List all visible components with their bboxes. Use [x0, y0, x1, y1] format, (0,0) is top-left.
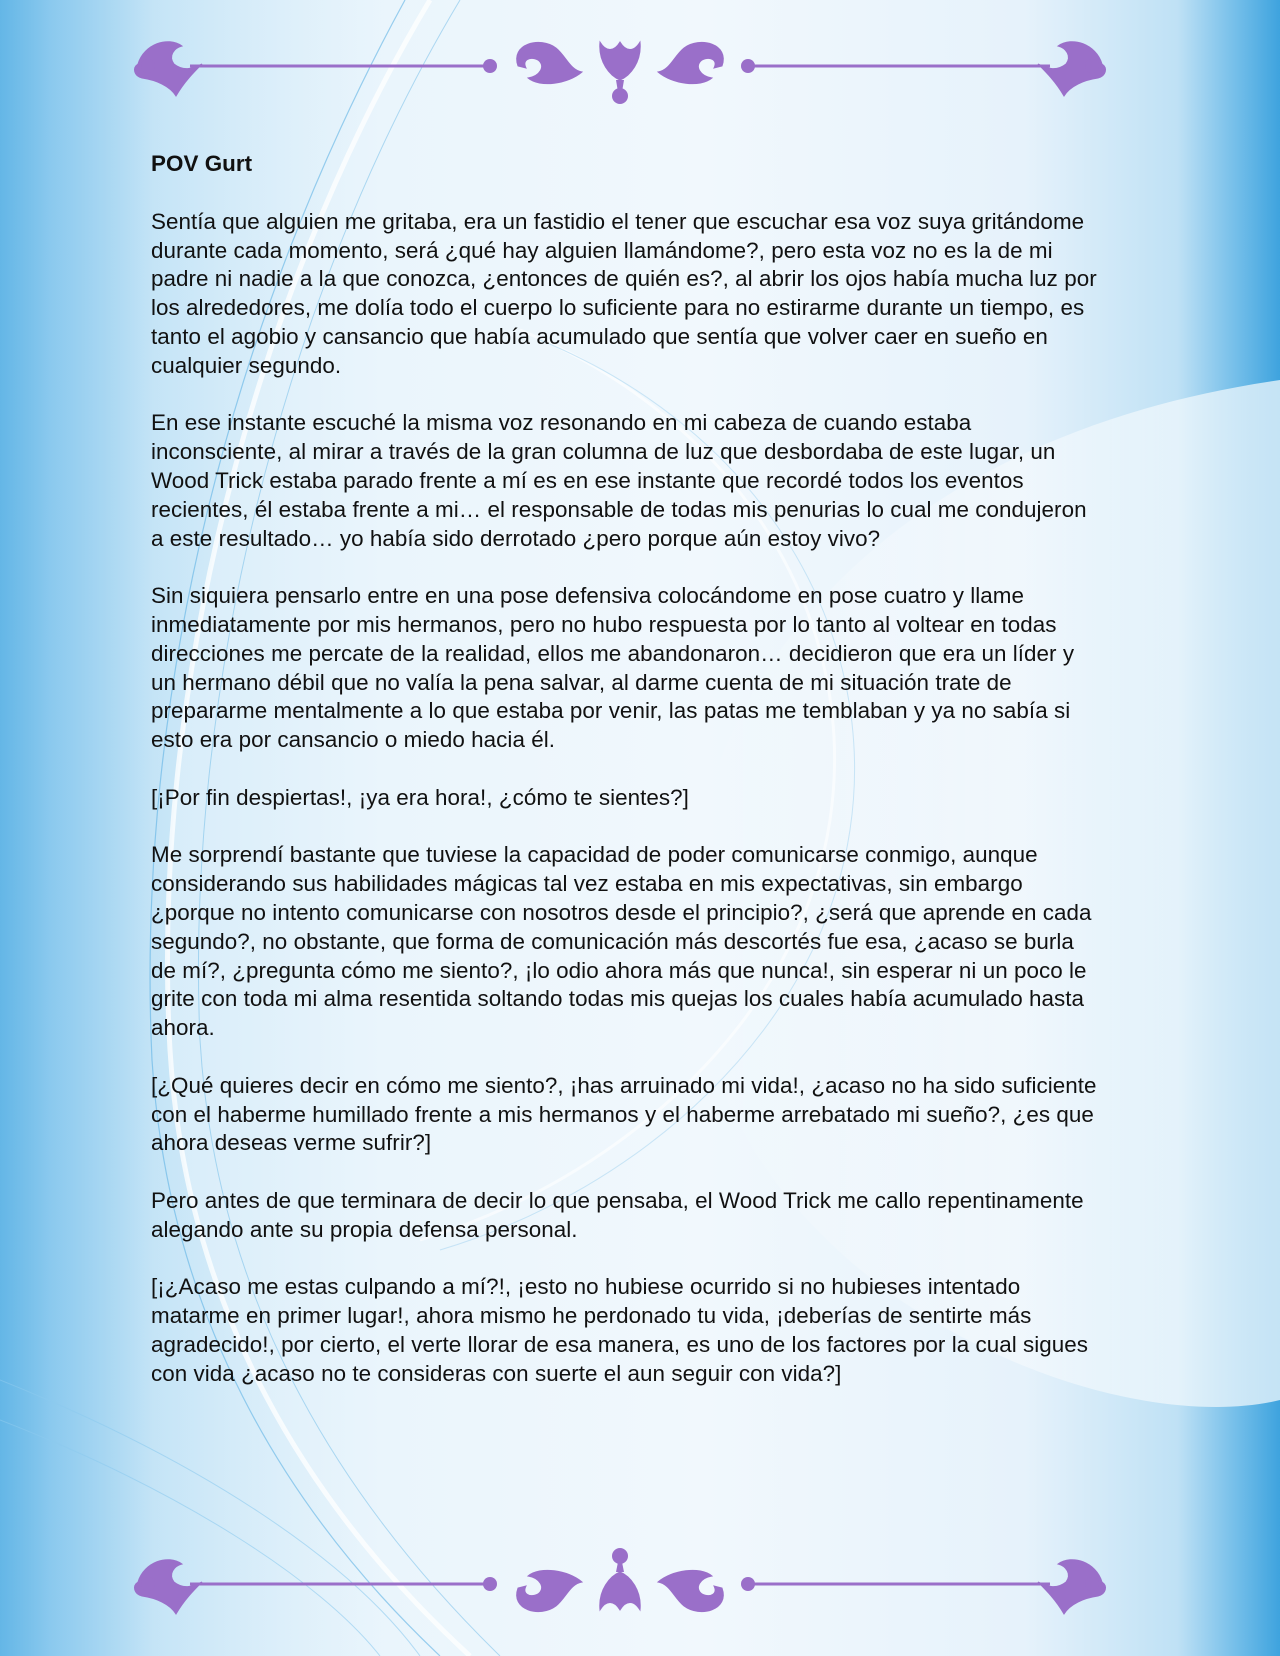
paragraph: [¿Qué quieres decir en cómo me siento?, ¡has arruinado mi vida!, ¿acaso no ha sido suficiente con el haberme humillado frente a mis hermanos y el haberme arrebatado mi sueño?, ¿es que ahora deseas verme sufrir?] [151, 1072, 1097, 1156]
document-body [151, 150, 1101, 1417]
bottom-ornament-icon [130, 1532, 1110, 1632]
paragraph: Me sorprendí bastante que tuviese la capacidad de poder comunicarse conmigo, aunque considerando sus habilidades mágicas tal vez estaba en mis expectativas, sin embargo ¿porque no intento comunicarse con nosotros desde el principio?, ¿será que aprende en cada segundo?, no obstante, que forma de comunicación más descortés fue esa, ¿acaso se burla de mí?, ¿pregunta cómo me siento?, ¡lo odio ahora más que nunca!, sin esperar ni un poco le grite con toda mi alma resentida soltando todas mis quejas los cuales había acumulado hasta ahora. [151, 842, 1092, 1041]
paragraph: [¡Por fin despiertas!, ¡ya era hora!, ¿cómo te sientes?] [151, 784, 689, 810]
top-ornament-icon [130, 22, 1110, 122]
paragraph: Pero antes de que terminara de decir lo que pensaba, el Wood Trick me callo repentinamente alegando ante su propia defensa personal. [151, 1187, 1084, 1242]
paragraph: En ese instante escuché la misma voz resonando en mi cabeza de cuando estaba inconsciente, al mirar a través de la gran columna de luz que desbordaba de este lugar, un Wood Trick estaba parado frente a mí es en ese instante que recordé todos los eventos recientes, él estaba frente a mi… el responsable de todas mis penurias lo cual me condujeron a este resultado… yo había sido derrotado ¿pero porque aún estoy vivo? [151, 410, 1087, 551]
document-title: POV Gurt [151, 151, 253, 176]
paragraph: [¡¿Acaso me estas culpando a mí?!, ¡esto no hubiese ocurrido si no hubieses intentado matarme en primer lugar!, ahora mismo he perdonado tu vida, ¡deberías de sentirte más agradecido!, por cierto, el verte llorar de esa manera, es uno de los factores por la cual sigues con vida ¿acaso no te consideras con suerte el aun seguir con vida?] [151, 1274, 1089, 1386]
paragraph: Sin siquiera pensarlo entre en una pose defensiva colocándome en pose cuatro y llame inmediatamente por mis hermanos, pero no hubo respuesta por lo tanto al voltear en todas direcciones me percate de la realidad, ellos me abandonaron… decidieron que era un líder y un hermano débil que no valía la pena salvar, al darme cuenta de mi situación trate de prepararme mentalmente a lo que estaba por venir, las patas me temblaban y ya no sabía si esto era por cansancio o miedo hacia él. [151, 583, 1075, 753]
paragraph: Sentía que alguien me gritaba, era un fastidio el tener que escuchar esa voz suya gritándome durante cada momento, será ¿qué hay alguien llamándome?, pero esta voz no es la de mi padre ni nadie a la que conozca, ¿entonces de quién es?, al abrir los ojos había mucha luz por los alrededores, me dolía todo el cuerpo lo suficiente para no estirarme durante un tiempo, es tanto el agobio y cansancio que había acumulado que sentía que volver caer en sueño en cualquier segundo. [151, 208, 1097, 378]
